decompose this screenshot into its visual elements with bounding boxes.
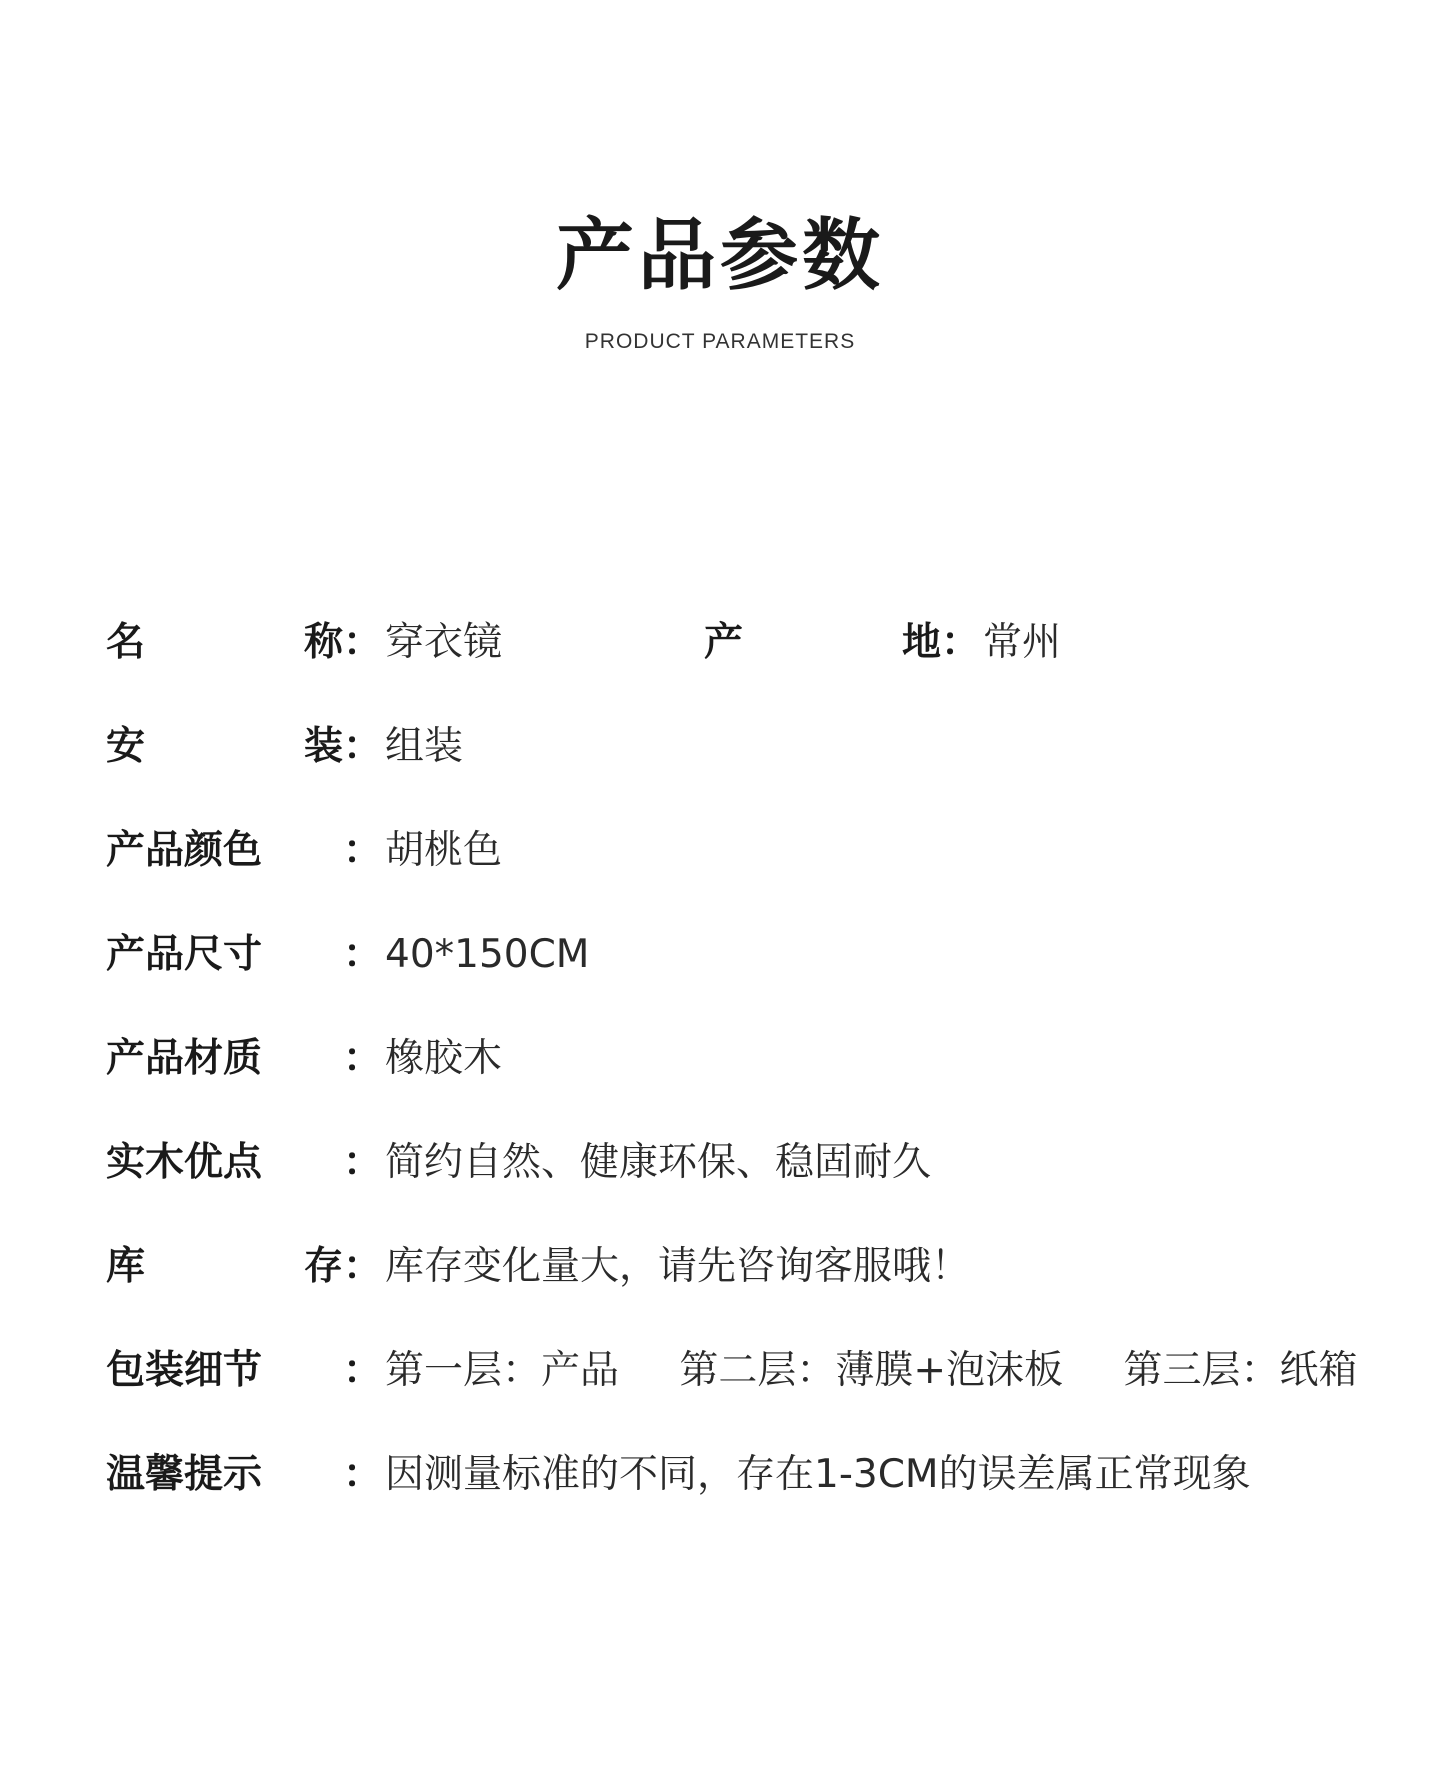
param-label-stock: 库 存 <box>106 1244 343 1289</box>
param-row-name <box>106 615 1386 719</box>
param-row-size <box>106 927 1386 1031</box>
param-label-advantage: 实木优点 <box>106 1140 263 1185</box>
param-colon: ： <box>343 724 383 769</box>
page-title: 产品参数 <box>555 211 884 301</box>
param-label-name: 名 称 <box>106 620 343 665</box>
packaging-layer-3: 第三层：纸箱 <box>1123 1348 1358 1393</box>
param-value-color: 胡桃色 <box>385 828 503 873</box>
param-row-notice <box>106 1447 1386 1551</box>
parameter-list <box>106 615 1386 1551</box>
param-value-install: 组装 <box>385 724 464 769</box>
param-row-packaging <box>106 1343 1386 1447</box>
param-colon: ： <box>343 1244 383 1289</box>
param-row-color <box>106 823 1386 927</box>
page-subtitle: PRODUCT PARAMETERS <box>584 330 856 353</box>
packaging-layer-2: 第二层：薄膜+泡沫板 <box>679 1348 1064 1393</box>
param-row-install <box>106 719 1386 823</box>
param-colon: ： <box>343 828 383 873</box>
param-value-name: 穿衣镜 <box>385 620 503 665</box>
param-value-material: 橡胶木 <box>385 1036 503 1081</box>
param-label-notice: 温馨提示 <box>106 1452 263 1497</box>
param-value-packaging <box>385 1343 1358 1399</box>
page-header <box>0 208 1440 354</box>
param-colon: ： <box>343 1036 383 1081</box>
param-value-notice: 因测量标准的不同，存在1-3CM的误差属正常现象 <box>385 1452 1251 1497</box>
param-colon: ： <box>343 1452 383 1497</box>
param-row-advantage <box>106 1135 1386 1239</box>
param-row-material <box>106 1031 1386 1135</box>
param-colon: ： <box>343 1140 383 1185</box>
param-colon: ： <box>941 620 981 665</box>
param-label-material: 产品材质 <box>106 1036 263 1081</box>
param-row-stock <box>106 1239 1386 1343</box>
param-value-stock: 库存变化量大，请先咨询客服哦！ <box>385 1244 971 1289</box>
param-value-origin: 常州 <box>983 620 1062 665</box>
param-label-origin: 产 地 <box>704 620 941 665</box>
packaging-layer-1: 第一层：产品 <box>385 1348 620 1393</box>
param-label-install: 安 装 <box>106 724 343 769</box>
param-colon: ： <box>343 620 383 665</box>
param-colon: ： <box>343 1348 383 1393</box>
param-label-packaging: 包装细节 <box>106 1348 263 1393</box>
param-pair-origin <box>704 615 1061 671</box>
param-colon: ： <box>343 932 383 977</box>
param-label-size: 产品尺寸 <box>106 932 263 977</box>
param-label-color: 产品颜色 <box>106 828 263 873</box>
param-value-advantage: 简约自然、健康环保、稳固耐久 <box>385 1140 932 1185</box>
param-value-size: 40*150CM <box>385 932 590 977</box>
